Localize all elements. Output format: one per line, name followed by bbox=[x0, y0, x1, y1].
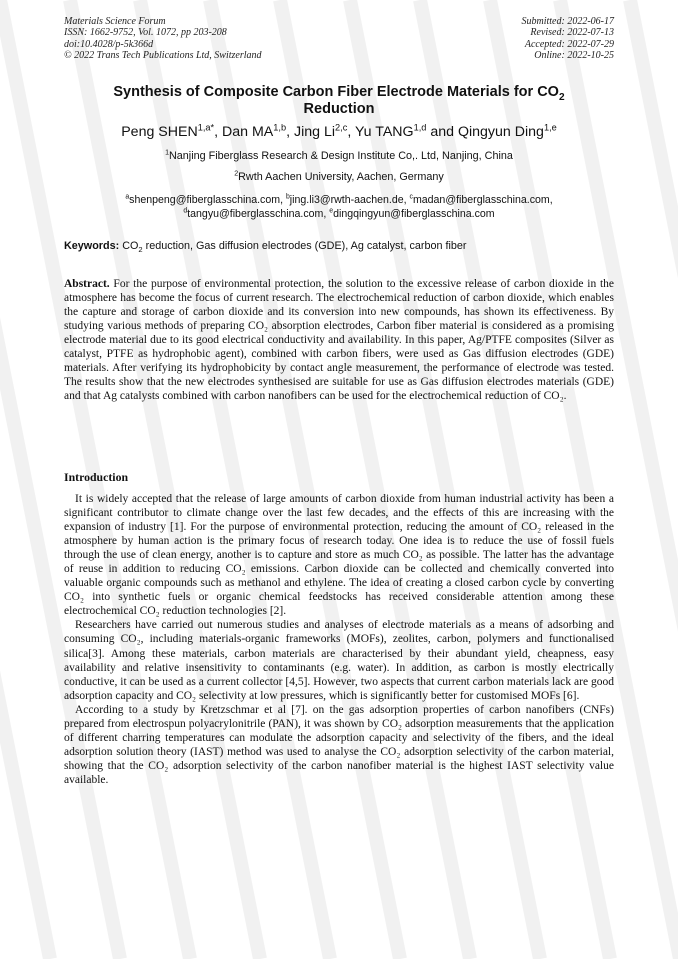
email-d[interactable]: tangyu@fiberglasschina.com, bbox=[187, 208, 330, 220]
journal-name: Materials Science Forum bbox=[64, 16, 166, 27]
author-name: Jing Li bbox=[293, 124, 335, 140]
revised-date: Revised: 2022-07-13 bbox=[530, 27, 614, 39]
author-separator: and bbox=[426, 124, 458, 140]
section-heading-introduction: Introduction bbox=[64, 470, 129, 484]
affiliation-1-marker: 1 bbox=[165, 149, 169, 157]
email-c[interactable]: madan@fiberglasschina.com, bbox=[412, 194, 553, 206]
author-name: Dan MA bbox=[222, 124, 274, 140]
author-affiliation-marker: 1,b bbox=[273, 122, 287, 133]
email-marker-d: d bbox=[183, 207, 188, 215]
email-e[interactable]: dingqingyun@fiberglasschina.com bbox=[333, 208, 495, 220]
introduction-body bbox=[64, 492, 614, 787]
affiliation-2 bbox=[64, 171, 614, 183]
author-separator: , bbox=[214, 124, 223, 140]
doi-line: doi:10.4028/p-5k366d bbox=[64, 38, 154, 50]
email-a[interactable]: shenpeng@fiberglasschina.com, bbox=[129, 194, 286, 206]
author-affiliation-marker: 1,e bbox=[543, 122, 557, 133]
publication-dates bbox=[522, 16, 615, 62]
journal-info bbox=[64, 16, 262, 62]
submitted-date: Submitted: 2022-06-17 bbox=[521, 16, 614, 27]
title-subscript: 2 bbox=[558, 91, 565, 103]
keywords-text-a: CO bbox=[119, 240, 139, 252]
author-separator: , bbox=[286, 124, 294, 140]
intro-paragraph-3: According to a study by Kretzschmar et al [7]. on the gas adsorption properties of carbon nanofibers (CNFs) prepared from electrospun polyacrylonitrile (PAN), it was shown by CO₂ adsorption measurements that the application of different charring temperatures can modulate the adsorption capacity and selectivity of the fibers, and the ideal adsorption solution theory (IAST) method was used to analyse the CO₂ adsorption selectivity of the carbon material, showing that the CO₂ adsorption selectivity of the carbon nanofiber material is the highest IAST selectivity value available. bbox=[64, 703, 614, 786]
email-marker-b: b bbox=[285, 193, 290, 201]
author-affiliation-marker: 2,c bbox=[335, 122, 348, 133]
author-affiliation-marker: 1,a* bbox=[197, 122, 215, 133]
author-emails bbox=[64, 193, 614, 221]
accepted-date: Accepted: 2022-07-29 bbox=[524, 38, 614, 50]
paper-title bbox=[64, 84, 614, 118]
affiliation-1 bbox=[64, 150, 614, 162]
intro-paragraph-2: Researchers have carried out numerous studies and analyses of electrode materials as a means of adsorbing and consuming CO₂, including materials-organic frameworks (MOFs), zeolites, carbon, polymers and functionalised silica[3]. Among these materials, carbon materials are characterised by their abundant yield, cheapness, easy availability and relative insensitivity to contaminants (e.g. water). In addition, as carbon is mostly electrically conductive, it can be used as a current collector [4,5]. However, two aspects that current carbon materials lack are good adsorption capacity and CO₂ selectivity at low pressures, which is significantly better for customised MOFs [6]. bbox=[64, 619, 614, 702]
email-marker-e: e bbox=[329, 207, 334, 215]
copyright-line: © 2022 Trans Tech Publications Ltd, Switzerland bbox=[64, 50, 262, 62]
author-separator: , bbox=[347, 124, 355, 140]
email-marker-a: a bbox=[125, 193, 130, 201]
author-list bbox=[64, 124, 614, 140]
author-name: Peng SHEN bbox=[121, 124, 198, 140]
keywords-text-b: reduction, Gas diffusion electrodes (GDE), Ag catalyst, carbon fiber bbox=[142, 240, 467, 252]
affiliation-1-text: Nanjing Fiberglass Research & Design Institute Co,. Ltd, Nanjing, China bbox=[169, 150, 513, 162]
title-line-2: Reduction bbox=[303, 101, 375, 117]
email-line-2 bbox=[64, 207, 614, 221]
abstract-text: For the purpose of environmental protection, the solution to the excessive release of carbon dioxide in the atmosphere has become the focus of current research. The electrochemical reduction of carbon dioxide, which enables the capture and storage of carbon dioxide and its conversion into new compounds, has shown its effectiveness. By studying various methods of preparing CO₂ absorption electrodes, Carbon fiber material is considered as a promising electrode material due to its good electrical conductivity and availability. In this paper, Ag/PTFE composites (Silver as catalyst, PTFE as hydrophobic agent), combined with carbon fibers, were used as Gas diffusion electrodes (GDE) materials. After verifying its hydrophobicity by contact angle measurement, the performance of electrode was tested. The results show that the new electrodes synthesised are suitable for use as Gas diffusion electrodes materials (GDE) and that Ag catalysts combined with carbon nanofibers can be used for the electrochemical reduction of CO₂. bbox=[64, 278, 614, 403]
keywords-subscript: 2 bbox=[138, 245, 143, 255]
author-affiliation-marker: 1,d bbox=[413, 122, 427, 133]
email-b[interactable]: jing.li3@rwth-aachen.de, bbox=[289, 194, 410, 206]
keywords-label: Keywords: bbox=[64, 240, 120, 252]
email-marker-c: c bbox=[409, 193, 413, 201]
author-name: Yu TANG bbox=[354, 124, 414, 140]
email-line-1 bbox=[64, 193, 614, 207]
online-date: Online: 2022-10-25 bbox=[534, 50, 614, 62]
abstract bbox=[64, 277, 614, 403]
title-line-1: Synthesis of Composite Carbon Fiber Electrode Materials for CO bbox=[113, 84, 559, 100]
issn-line: ISSN: 1662-9752, Vol. 1072, pp 203-208 bbox=[64, 27, 227, 39]
keywords bbox=[64, 240, 614, 255]
affiliation-2-marker: 2 bbox=[234, 170, 239, 178]
abstract-label: Abstract. bbox=[64, 278, 110, 290]
intro-paragraph-1: It is widely accepted that the release of large amounts of carbon dioxide from human industrial activity has been a significant contributor to climate change over the last few decades, and the effects of this are increasing with the expansion of industry [1]. For the purpose of environmental protection, reducing the amount of CO₂ released in the atmosphere by human action is the primary focus of research today. One idea is to reduce the use of fossil fuels through the use of clean energy, another is to capture and store as much CO₂ as possible. The latter has the advantage of reuse in addition to reducing CO₂ emissions. Carbon dioxide can be collected and chemically converted into valuable organic compounds such as methanol and ethylene. The idea of creating a closed carbon cycle by converting CO₂ into synthetic fuels or organic chemical feedstocks has received considerable attention among these electrochemical CO₂ reduction technologies [2]. bbox=[64, 493, 614, 618]
author-name: Qingyun Ding bbox=[457, 124, 544, 140]
affiliation-2-text: Rwth Aachen University, Aachen, Germany bbox=[238, 171, 444, 183]
